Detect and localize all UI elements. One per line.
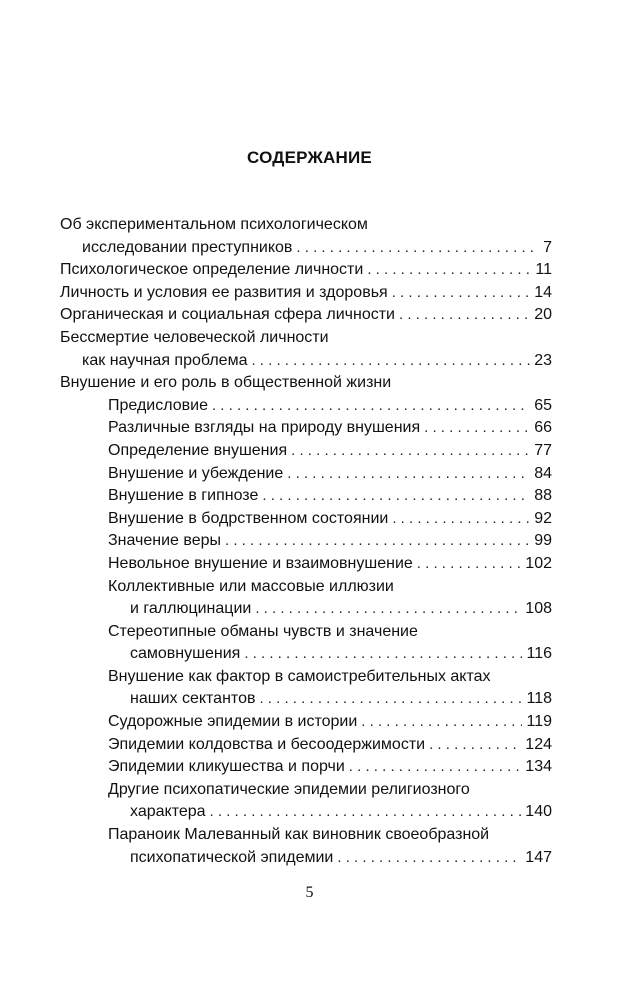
toc-entry-line bbox=[60, 237, 552, 260]
dot-leader bbox=[296, 237, 539, 260]
toc-entry-title: Невольное внушение и взаимовнушение bbox=[108, 554, 413, 572]
toc-entry-title: исследовании преступников bbox=[82, 238, 293, 256]
dot-leader bbox=[392, 282, 531, 305]
toc-page-number: 11 bbox=[535, 261, 552, 279]
toc-page-number: 92 bbox=[534, 509, 552, 527]
toc-entry-line bbox=[108, 440, 552, 463]
toc-page-number: 102 bbox=[525, 554, 552, 572]
toc-entry-line bbox=[60, 327, 552, 350]
toc-page-number: 134 bbox=[525, 758, 552, 776]
toc-page-number: 116 bbox=[526, 645, 552, 663]
dot-leader bbox=[259, 688, 522, 711]
toc-entry-line bbox=[108, 711, 552, 734]
dot-leader bbox=[291, 440, 530, 463]
toc-entry bbox=[108, 417, 552, 440]
toc-entry bbox=[108, 666, 552, 711]
page-title: СОДЕРЖАНИЕ bbox=[247, 148, 372, 167]
toc-page-number: 119 bbox=[526, 713, 552, 731]
toc-page-number: 84 bbox=[534, 464, 552, 482]
toc-entry bbox=[108, 440, 552, 463]
toc-page-number: 14 bbox=[534, 283, 552, 301]
toc-page-number: 7 bbox=[543, 238, 552, 256]
toc-entry-title: Значение веры bbox=[108, 532, 222, 550]
page-number: 5 bbox=[305, 884, 314, 901]
dot-leader bbox=[251, 350, 530, 373]
toc-entry-title: наших сектантов bbox=[130, 690, 256, 708]
toc-entry-title: психопатической эпидемии bbox=[130, 848, 334, 866]
toc-entry-line bbox=[108, 553, 552, 576]
toc-entry bbox=[108, 463, 552, 486]
toc-entry-line bbox=[108, 417, 552, 440]
toc-entry bbox=[60, 327, 552, 372]
dot-leader bbox=[262, 485, 530, 508]
toc-entry-line bbox=[108, 756, 552, 779]
toc-page-number: 118 bbox=[526, 690, 552, 708]
dot-leader bbox=[255, 598, 521, 621]
toc-entry-line bbox=[108, 621, 552, 644]
toc-entry bbox=[108, 734, 552, 757]
toc-entry-title: как научная проблема bbox=[82, 351, 248, 369]
toc-entry bbox=[60, 304, 552, 327]
toc-entry-line bbox=[60, 282, 552, 305]
dot-leader bbox=[349, 756, 522, 779]
toc-entry-line bbox=[60, 350, 552, 373]
toc-entry-line bbox=[108, 847, 552, 870]
dot-leader bbox=[424, 417, 530, 440]
toc-entry-title: самовнушения bbox=[130, 645, 241, 663]
toc-entry-line bbox=[108, 824, 552, 847]
toc-page-number: 66 bbox=[534, 419, 552, 437]
toc-entry-line bbox=[108, 666, 552, 689]
toc-page-number: 77 bbox=[534, 441, 552, 459]
toc-entry bbox=[108, 530, 552, 553]
toc-entry-line bbox=[108, 463, 552, 486]
toc-entry-title: Внушение в бодрственном состоянии bbox=[108, 509, 389, 527]
toc-entry-title: Другие психопатические эпидемии религиозного bbox=[108, 780, 470, 798]
toc-entry-line bbox=[108, 485, 552, 508]
toc-entry bbox=[108, 395, 552, 418]
dot-leader bbox=[287, 463, 530, 486]
toc-entry bbox=[60, 259, 552, 282]
toc-entry-line bbox=[108, 530, 552, 553]
toc-entry bbox=[108, 553, 552, 576]
toc-entry-line bbox=[108, 643, 552, 666]
toc-page-number: 124 bbox=[525, 735, 552, 753]
toc-entry bbox=[108, 621, 552, 666]
toc-entry-line bbox=[60, 304, 552, 327]
toc-entry-title: Внушение и убеждение bbox=[108, 464, 284, 482]
dot-leader bbox=[361, 711, 522, 734]
toc-entry-title: Эпидемии кликушества и порчи bbox=[108, 758, 345, 776]
toc-entry-line bbox=[108, 734, 552, 757]
toc-entry-line bbox=[108, 688, 552, 711]
toc-page-number: 108 bbox=[525, 600, 552, 618]
toc-entry-line bbox=[108, 801, 552, 824]
toc-entry bbox=[108, 711, 552, 734]
toc-page-number: 147 bbox=[525, 848, 552, 866]
toc-entry-title: Судорожные эпидемии в истории bbox=[108, 713, 358, 731]
dot-leader bbox=[399, 304, 530, 327]
toc-entry-line bbox=[108, 779, 552, 802]
toc-entry-title: Эпидемии колдовства и бесоодержимости bbox=[108, 735, 426, 753]
toc-page-number: 65 bbox=[534, 396, 552, 414]
toc-entry-title: Бессмертие человеческой личности bbox=[60, 328, 329, 346]
toc-entry bbox=[60, 214, 552, 259]
toc-entry-line bbox=[60, 259, 552, 282]
dot-leader bbox=[225, 530, 530, 553]
toc-page-number: 88 bbox=[534, 487, 552, 505]
toc-page-number: 20 bbox=[534, 306, 552, 324]
toc-entry-line bbox=[108, 598, 552, 621]
toc-entry bbox=[60, 372, 552, 395]
toc-entry-title: Об экспериментальном психологическом bbox=[60, 216, 368, 233]
toc-entry bbox=[108, 576, 552, 621]
toc-entry-title: Органическая и социальная сфера личности bbox=[60, 306, 395, 324]
toc-entry-title: Предисловие bbox=[108, 396, 208, 414]
dot-leader bbox=[244, 643, 522, 666]
toc-entry bbox=[60, 282, 552, 305]
toc-entry-title: Коллективные или массовые иллюзии bbox=[108, 577, 394, 595]
dot-leader bbox=[417, 553, 522, 576]
toc-entry-title: Личность и условия ее развития и здоровья bbox=[60, 283, 388, 301]
toc-entry-title: Внушение в гипнозе bbox=[108, 487, 259, 505]
toc-page-number: 23 bbox=[534, 351, 552, 369]
dot-leader bbox=[392, 508, 530, 531]
table-of-contents bbox=[60, 214, 552, 869]
toc-entry-title: Различные взгляды на природу внушения bbox=[108, 419, 421, 437]
toc-page-number: 99 bbox=[534, 532, 552, 550]
toc-entry bbox=[108, 779, 552, 824]
toc-entry-title: Внушение как фактор в самоистребительных актах bbox=[108, 667, 491, 685]
toc-entry-title: Определение внушения bbox=[108, 441, 288, 459]
toc-entry-line bbox=[108, 395, 552, 418]
toc-entry bbox=[108, 485, 552, 508]
toc-entry bbox=[108, 756, 552, 779]
toc-page-number: 140 bbox=[525, 803, 552, 821]
toc-entry-title: Внушение и его роль в общественной жизни bbox=[60, 374, 392, 392]
dot-leader bbox=[429, 734, 521, 757]
toc-entry bbox=[108, 824, 552, 869]
toc-entry bbox=[108, 508, 552, 531]
toc-entry-title: характера bbox=[130, 803, 206, 821]
toc-entry-title: Стереотипные обманы чувств и значение bbox=[108, 622, 418, 640]
toc-entry-title: Психологическое определение личности bbox=[60, 261, 364, 279]
toc-entry-line bbox=[108, 576, 552, 599]
toc-entry-line bbox=[60, 214, 552, 237]
toc-entry-title: и галлюцинации bbox=[130, 600, 252, 618]
toc-entry-line bbox=[108, 508, 552, 531]
dot-leader bbox=[212, 395, 530, 418]
dot-leader bbox=[337, 847, 521, 870]
dot-leader bbox=[367, 259, 531, 282]
toc-entry-title: Параноик Малеванный как виновник своеобразной bbox=[108, 826, 490, 844]
dot-leader bbox=[210, 801, 522, 824]
toc-entry-line bbox=[60, 372, 552, 395]
